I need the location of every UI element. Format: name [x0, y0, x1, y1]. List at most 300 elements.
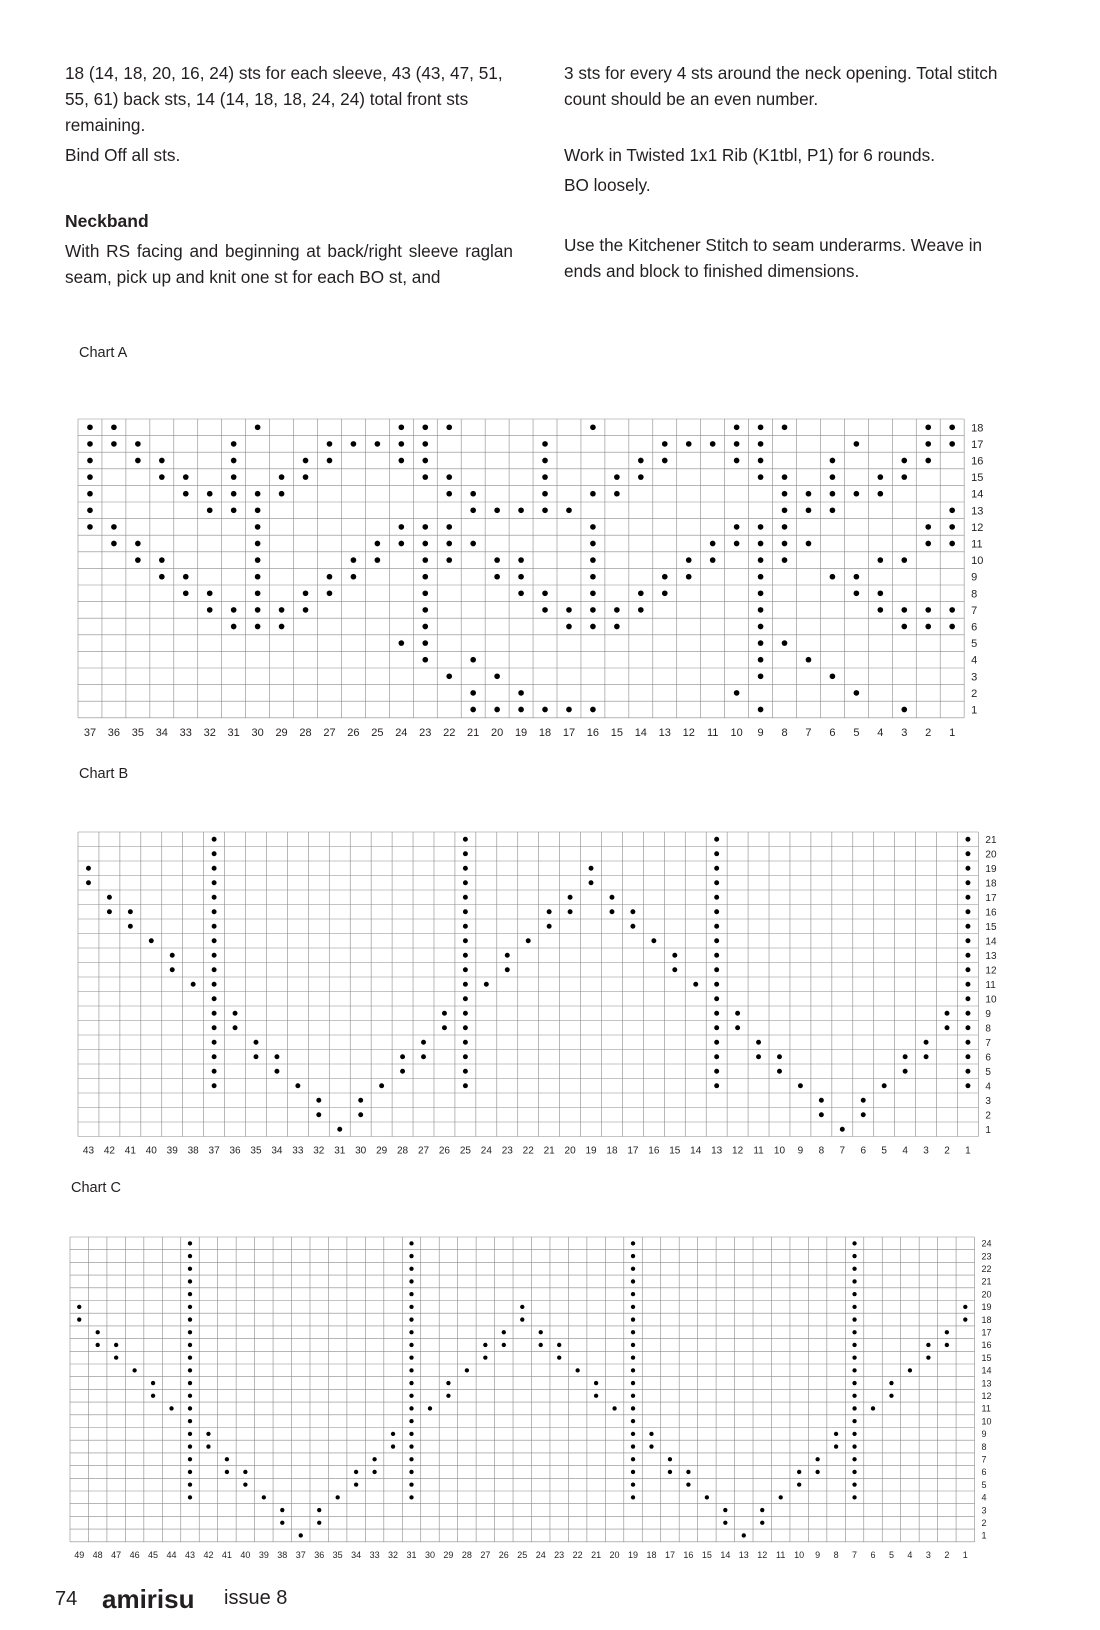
purl-dot	[705, 1495, 709, 1499]
column-number-label: 18	[538, 726, 552, 739]
column-number-label: 42	[103, 1145, 115, 1157]
purl-dot	[539, 1343, 543, 1347]
purl-dot	[834, 1432, 838, 1436]
purl-dot	[446, 1394, 450, 1398]
purl-dot	[114, 1343, 118, 1347]
purl-dot	[409, 1279, 413, 1283]
purl-dot	[557, 1343, 561, 1347]
column-number-label: 25	[517, 1549, 528, 1560]
purl-dot	[834, 1444, 838, 1448]
row-number-label: 3	[985, 1095, 991, 1107]
purl-dot	[188, 1330, 192, 1334]
row-number-label: 1	[985, 1124, 991, 1136]
purl-dot	[815, 1470, 819, 1474]
column-number-label: 1	[965, 1145, 971, 1157]
purl-dot	[354, 1470, 358, 1474]
page-number: 74	[55, 1588, 78, 1610]
purl-dot	[852, 1419, 856, 1423]
purl-dot	[409, 1330, 413, 1334]
row-number-label: 14	[971, 488, 984, 501]
purl-dot	[852, 1343, 856, 1347]
column-number-label: 38	[277, 1549, 288, 1560]
purl-dot	[409, 1444, 413, 1448]
purl-dot	[852, 1457, 856, 1461]
column-number-label: 22	[572, 1549, 583, 1560]
purl-dot	[409, 1368, 413, 1372]
column-number-label: 7	[805, 726, 812, 739]
purl-dot	[409, 1482, 413, 1486]
purl-dot	[188, 1432, 192, 1436]
purl-dot	[391, 1444, 395, 1448]
row-number-label: 8	[981, 1441, 987, 1452]
row-number-label: 7	[985, 1037, 991, 1049]
column-number-label: 45	[148, 1549, 159, 1560]
purl-dot	[188, 1457, 192, 1461]
column-number-label: 30	[424, 1549, 435, 1560]
column-number-label: 6	[870, 1549, 876, 1560]
purl-dot	[631, 1432, 635, 1436]
purl-dot	[188, 1394, 192, 1398]
column-number-label: 24	[395, 726, 408, 739]
purl-dot	[225, 1470, 229, 1474]
column-number-label: 40	[240, 1549, 251, 1560]
purl-dot	[852, 1470, 856, 1474]
purl-dot	[409, 1317, 413, 1321]
column-number-label: 34	[271, 1145, 283, 1157]
purl-dot	[852, 1495, 856, 1499]
purl-dot	[502, 1330, 506, 1334]
column-number-label: 43	[82, 1145, 95, 1157]
column-number-label: 16	[648, 1145, 660, 1157]
column-number-label: 21	[543, 1145, 555, 1157]
purl-dot	[520, 1317, 524, 1321]
column-number-label: 34	[155, 726, 168, 739]
column-number-label: 1	[962, 1549, 968, 1560]
column-number-label: 25	[459, 1145, 471, 1157]
column-number-label: 36	[229, 1145, 241, 1157]
column-number-label: 23	[419, 726, 432, 739]
row-number-label: 6	[981, 1467, 987, 1478]
twisted-rib-paragraph: Work in Twisted 1x1 Rib (K1tbl, P1) for 6 rounds.	[564, 145, 935, 165]
purl-dot	[852, 1394, 856, 1398]
purl-dot	[280, 1521, 284, 1525]
purl-dot	[723, 1521, 727, 1525]
column-number-label: 7	[852, 1549, 858, 1560]
purl-dot	[575, 1368, 579, 1372]
purl-dot	[188, 1241, 192, 1245]
column-number-label: 3	[923, 1145, 929, 1157]
column-number-label: 23	[501, 1145, 513, 1157]
purl-dot	[594, 1394, 598, 1398]
row-number-label: 10	[985, 994, 997, 1006]
column-number-label: 41	[221, 1549, 232, 1560]
column-number-label: 27	[417, 1145, 430, 1157]
column-number-label: 15	[701, 1549, 712, 1560]
chart-grid-lines	[70, 1237, 975, 1542]
purl-dot	[262, 1495, 266, 1499]
column-number-label: 9	[757, 726, 764, 739]
row-number-label: 19	[985, 863, 997, 875]
purl-dot	[631, 1292, 635, 1296]
row-number-label: 17	[971, 438, 984, 451]
purl-dot	[317, 1521, 321, 1525]
purl-dot	[852, 1317, 856, 1321]
column-number-label: 33	[369, 1549, 380, 1560]
purl-dot	[465, 1368, 469, 1372]
purl-dot	[945, 1330, 949, 1334]
column-number-label: 8	[833, 1549, 839, 1560]
column-number-label: 40	[145, 1145, 157, 1157]
column-number-label: 35	[131, 726, 144, 739]
neck-opening-paragraph: 3 sts for every 4 sts around the neck opening. Total stitch count should be an even number.	[564, 63, 998, 109]
purl-dot	[96, 1343, 100, 1347]
purl-dot	[631, 1254, 635, 1258]
column-number-label: 37	[295, 1549, 306, 1560]
column-number-label: 16	[683, 1549, 694, 1560]
purl-dot	[889, 1381, 893, 1385]
column-number-label: 32	[313, 1145, 325, 1157]
column-number-label: 20	[491, 726, 504, 739]
purl-dot	[631, 1267, 635, 1271]
column-number-label: 19	[514, 726, 528, 739]
purl-dot	[760, 1508, 764, 1512]
purl-dot	[649, 1444, 653, 1448]
row-number-label: 12	[971, 521, 984, 534]
neckband-heading: Neckband	[65, 211, 149, 231]
purl-dot	[243, 1470, 247, 1474]
row-number-label: 6	[971, 621, 978, 634]
purl-dot	[409, 1495, 413, 1499]
row-number-label: 13	[981, 1378, 992, 1389]
purl-dot	[649, 1432, 653, 1436]
column-number-label: 10	[794, 1549, 805, 1560]
purl-dot	[372, 1457, 376, 1461]
purl-dot	[963, 1305, 967, 1309]
purl-dot	[871, 1406, 875, 1410]
purl-dot	[299, 1533, 303, 1537]
row-number-label: 11	[981, 1403, 991, 1414]
row-number-label: 17	[981, 1327, 992, 1338]
purl-dot	[188, 1381, 192, 1385]
row-number-label: 8	[971, 588, 978, 601]
column-number-label: 22	[522, 1145, 534, 1157]
column-number-label: 7	[839, 1145, 846, 1157]
column-number-label: 9	[815, 1549, 821, 1560]
purl-dot	[852, 1292, 856, 1296]
column-number-label: 9	[797, 1145, 804, 1157]
sleeve-stitch-counts-paragraph: 18 (14, 18, 20, 16, 24) sts for each sleeve, 43 (43, 47, 51, 55, 61) back sts, 14 (14, 18, 18, 24, 24) total front sts remaining.	[65, 63, 503, 135]
column-number-label: 18	[646, 1549, 657, 1560]
row-number-label: 9	[981, 1429, 987, 1440]
purl-dot	[409, 1241, 413, 1245]
purl-dot	[188, 1470, 192, 1474]
purl-dot	[114, 1355, 118, 1359]
chart-a-title: Chart A	[79, 345, 128, 361]
purl-dot	[280, 1508, 284, 1512]
row-number-label: 1	[981, 1530, 987, 1541]
column-number-label: 31	[334, 1145, 346, 1157]
row-number-label: 3	[971, 671, 978, 684]
column-number-label: 35	[332, 1549, 343, 1560]
column-number-label: 28	[299, 726, 312, 739]
row-number-label: 2	[981, 1517, 987, 1528]
purl-dot	[631, 1495, 635, 1499]
column-number-label: 33	[179, 726, 192, 739]
column-number-label: 10	[773, 1145, 786, 1157]
column-number-label: 19	[628, 1549, 639, 1560]
row-number-label: 13	[971, 505, 984, 518]
column-number-label: 36	[107, 726, 121, 739]
purl-dot	[502, 1343, 506, 1347]
row-number-label: 11	[971, 538, 983, 551]
purl-dot	[852, 1330, 856, 1334]
purl-dot	[243, 1482, 247, 1486]
purl-dot	[852, 1355, 856, 1359]
column-number-label: 12	[732, 1145, 744, 1157]
row-number-label: 9	[971, 571, 978, 584]
column-number-label: 13	[658, 726, 671, 739]
row-number-label: 22	[981, 1263, 992, 1274]
purl-dot	[631, 1419, 635, 1423]
row-number-label: 5	[971, 638, 978, 651]
column-number-label: 30	[355, 1145, 367, 1157]
row-number-label: 7	[981, 1454, 987, 1465]
chart-b-title: Chart B	[79, 766, 129, 782]
purl-dot	[336, 1495, 340, 1499]
column-number-label: 37	[208, 1145, 220, 1157]
purl-dot	[188, 1406, 192, 1410]
purl-dot	[409, 1419, 413, 1423]
column-number-label: 33	[292, 1145, 304, 1157]
row-number-label: 3	[981, 1505, 987, 1516]
column-number-label: 44	[166, 1549, 177, 1560]
row-number-label: 8	[985, 1023, 991, 1035]
purl-dot	[409, 1394, 413, 1398]
row-number-label: 21	[981, 1276, 992, 1287]
purl-dot	[409, 1355, 413, 1359]
purl-dot	[409, 1292, 413, 1296]
purl-dot	[188, 1305, 192, 1309]
row-number-label: 16	[981, 1340, 992, 1351]
purl-dot	[631, 1330, 635, 1334]
row-number-label: 15	[971, 472, 984, 485]
purl-dot	[631, 1381, 635, 1385]
column-number-label: 46	[129, 1549, 140, 1560]
column-number-label: 26	[438, 1145, 451, 1157]
row-number-label: 14	[981, 1365, 992, 1376]
column-number-label: 22	[443, 726, 456, 739]
row-number-label: 10	[971, 555, 984, 568]
column-number-label: 27	[480, 1549, 491, 1560]
column-number-label: 19	[585, 1145, 597, 1157]
purl-dot	[354, 1482, 358, 1486]
row-number-label: 4	[971, 654, 978, 667]
purl-dot	[188, 1279, 192, 1283]
purl-dot	[631, 1482, 635, 1486]
purl-dot	[631, 1444, 635, 1448]
column-number-label: 8	[818, 1145, 825, 1157]
column-number-label: 25	[371, 726, 384, 739]
column-number-label: 39	[166, 1145, 178, 1157]
purl-dot	[557, 1355, 561, 1359]
purl-dot	[686, 1482, 690, 1486]
purl-dot	[188, 1267, 192, 1271]
purl-dot	[188, 1444, 192, 1448]
purl-dot	[77, 1317, 81, 1321]
purl-dot	[188, 1317, 192, 1321]
row-number-label: 5	[985, 1066, 991, 1078]
purl-dot	[612, 1406, 616, 1410]
column-number-label: 6	[829, 726, 836, 739]
row-number-label: 20	[981, 1289, 992, 1300]
purl-dot	[409, 1432, 413, 1436]
purl-dot	[852, 1267, 856, 1271]
bind-off-loosely-paragraph: BO loosely.	[564, 175, 651, 195]
purl-dot	[852, 1444, 856, 1448]
purl-dot	[631, 1355, 635, 1359]
purl-dot	[206, 1432, 210, 1436]
purl-dot	[539, 1330, 543, 1334]
purl-dot	[206, 1444, 210, 1448]
column-number-label: 14	[720, 1549, 731, 1560]
purl-dot	[188, 1292, 192, 1296]
purl-dot	[188, 1368, 192, 1372]
logo-text: amirisu	[102, 1584, 195, 1614]
column-number-label: 13	[738, 1549, 749, 1560]
row-number-label: 4	[985, 1081, 991, 1093]
column-number-label: 28	[461, 1549, 472, 1560]
purl-dot	[188, 1355, 192, 1359]
column-number-label: 10	[730, 726, 743, 739]
purl-dot	[631, 1457, 635, 1461]
column-number-label: 13	[711, 1145, 723, 1157]
column-number-label: 20	[564, 1145, 576, 1157]
row-number-label: 19	[981, 1302, 992, 1313]
purl-dot	[852, 1254, 856, 1258]
column-number-label: 5	[881, 1145, 887, 1157]
column-number-label: 4	[877, 726, 884, 739]
row-number-label: 12	[981, 1390, 992, 1401]
row-number-label: 23	[981, 1251, 992, 1262]
column-number-label: 32	[203, 726, 216, 739]
column-number-label: 4	[907, 1549, 913, 1560]
row-number-label: 2	[985, 1110, 991, 1122]
column-number-label: 14	[690, 1145, 702, 1157]
column-number-label: 29	[443, 1549, 454, 1560]
row-number-label: 18	[981, 1314, 992, 1325]
purl-dot	[409, 1381, 413, 1385]
purl-dot	[797, 1470, 801, 1474]
purl-dot	[889, 1394, 893, 1398]
purl-dot	[852, 1305, 856, 1309]
row-number-label: 15	[985, 921, 997, 933]
column-number-label: 24	[480, 1145, 492, 1157]
column-number-label: 5	[853, 726, 860, 739]
row-number-label: 4	[981, 1492, 987, 1503]
amirisu-logo	[102, 1580, 224, 1616]
row-number-label: 16	[971, 455, 984, 468]
purl-dot	[188, 1254, 192, 1258]
column-number-label: 8	[781, 726, 788, 739]
column-number-label: 2	[925, 726, 932, 739]
purl-dot	[945, 1343, 949, 1347]
row-number-label: 9	[985, 1008, 991, 1020]
column-number-label: 4	[902, 1145, 908, 1157]
column-number-label: 23	[554, 1549, 565, 1560]
bind-off-paragraph: Bind Off all sts.	[65, 145, 181, 165]
column-number-label: 41	[124, 1145, 136, 1157]
purl-dot	[409, 1305, 413, 1309]
purl-dot	[631, 1406, 635, 1410]
purl-dot	[225, 1457, 229, 1461]
purl-dot	[815, 1457, 819, 1461]
row-number-label: 20	[985, 849, 997, 861]
purl-dot	[631, 1279, 635, 1283]
row-number-label: 11	[985, 979, 996, 991]
column-number-label: 39	[258, 1549, 269, 1560]
purl-dot	[631, 1317, 635, 1321]
purl-dot	[391, 1432, 395, 1436]
row-number-label: 5	[981, 1479, 987, 1490]
purl-dot	[631, 1343, 635, 1347]
row-number-label: 16	[985, 907, 997, 919]
column-number-label: 30	[251, 726, 264, 739]
purl-dot	[188, 1495, 192, 1499]
purl-dot	[96, 1330, 100, 1334]
purl-dot	[151, 1394, 155, 1398]
column-number-label: 14	[634, 726, 647, 739]
row-number-label: 10	[981, 1416, 992, 1427]
neckband-pickup-paragraph: With RS facing and beginning at back/right sleeve raglan seam, pick up and knit one st for each BO st, and	[65, 241, 513, 287]
purl-dot	[409, 1254, 413, 1258]
column-number-label: 47	[111, 1549, 122, 1560]
column-number-label: 31	[227, 726, 240, 739]
purl-dot	[852, 1482, 856, 1486]
column-number-label: 37	[83, 726, 97, 739]
purl-dot	[686, 1470, 690, 1474]
column-number-label: 15	[610, 726, 623, 739]
purl-dot	[188, 1343, 192, 1347]
row-number-label: 14	[985, 936, 997, 948]
purl-dot	[77, 1305, 81, 1309]
purl-dot	[409, 1406, 413, 1410]
purl-dot	[852, 1241, 856, 1245]
column-number-label: 2	[944, 1549, 950, 1560]
purl-dot	[409, 1457, 413, 1461]
column-number-label: 1	[949, 726, 956, 739]
column-number-label: 29	[376, 1145, 388, 1157]
column-number-label: 34	[351, 1549, 362, 1560]
purl-dot	[760, 1521, 764, 1525]
purl-dot	[797, 1482, 801, 1486]
row-number-label: 21	[985, 834, 997, 846]
purl-dot	[779, 1495, 783, 1499]
purl-dot	[742, 1533, 746, 1537]
purl-dot	[926, 1343, 930, 1347]
column-number-label: 49	[74, 1549, 85, 1560]
row-number-label: 24	[981, 1238, 992, 1249]
purl-dot	[852, 1406, 856, 1410]
purl-dot	[372, 1470, 376, 1474]
row-number-label: 13	[985, 950, 997, 962]
purl-dot	[631, 1394, 635, 1398]
column-number-label: 15	[669, 1145, 681, 1157]
column-number-label: 11	[776, 1549, 786, 1560]
issue-label: issue 8	[224, 1587, 288, 1609]
column-number-label: 3	[925, 1549, 931, 1560]
column-number-label: 17	[664, 1549, 675, 1560]
column-number-label: 42	[203, 1549, 214, 1560]
